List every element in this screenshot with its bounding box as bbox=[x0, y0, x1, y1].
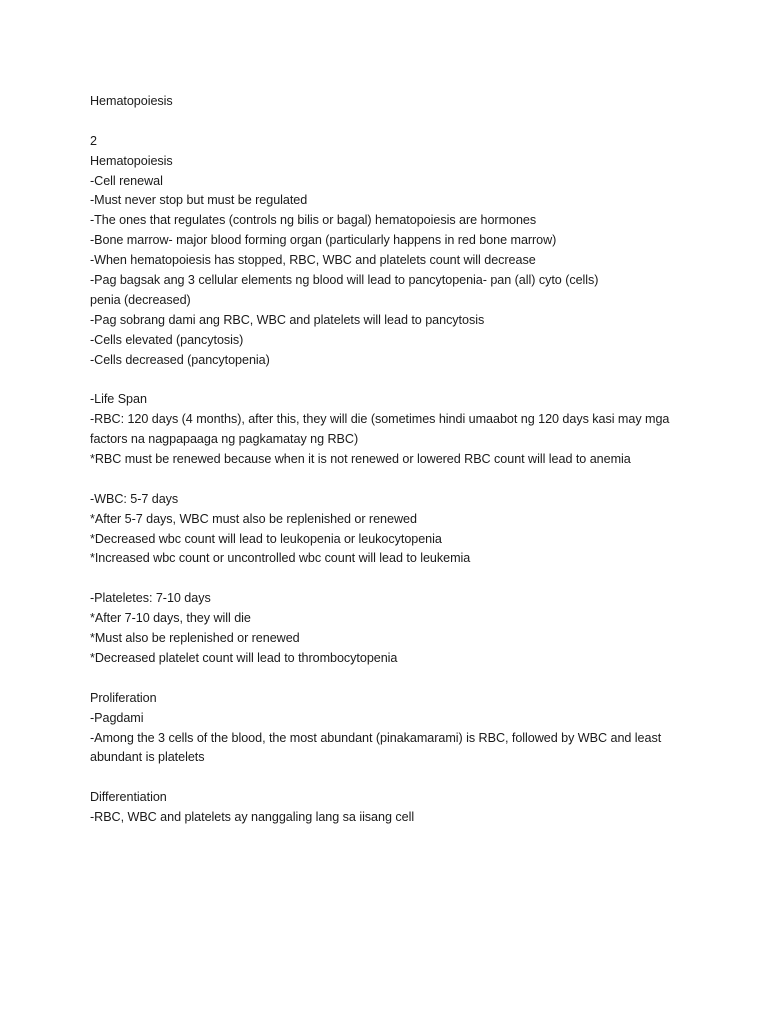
text-line: penia (decreased) bbox=[90, 292, 191, 307]
section-heading: -WBC: 5-7 days bbox=[90, 491, 179, 506]
wbc-section bbox=[90, 490, 710, 570]
proliferation-section bbox=[90, 689, 710, 769]
text-line: -Pagdami bbox=[90, 710, 144, 725]
spacer bbox=[90, 112, 710, 132]
page-number: 2 bbox=[90, 133, 97, 148]
text-line: -Among the 3 cells of the blood, the most abundant (pinakamarami) is RBC, followed by WBC and least bbox=[90, 730, 662, 745]
text-line: -Cells decreased (pancytopenia) bbox=[90, 352, 270, 367]
differentiation-section bbox=[90, 788, 710, 828]
text-line: -The ones that regulates (controls ng bilis or bagal) hematopoiesis are hormones bbox=[90, 213, 537, 228]
spacer bbox=[90, 569, 710, 589]
text-line: -Must never stop but must be regulated bbox=[90, 193, 308, 208]
spacer bbox=[90, 470, 710, 490]
section-heading: Proliferation bbox=[90, 690, 157, 705]
section-heading: Differentiation bbox=[90, 790, 167, 805]
text-line: -RBC: 120 days (4 months), after this, they will die (sometimes hindi umaabot ng 120 days kasi may mga bbox=[90, 412, 670, 427]
text-line: *After 7-10 days, they will die bbox=[90, 611, 251, 626]
text-line: -Bone marrow- major blood forming organ (particularly happens in red bone marrow) bbox=[90, 233, 557, 248]
document-title: Hematopoiesis bbox=[90, 94, 173, 108]
text-line: abundant is platelets bbox=[90, 750, 205, 765]
text-line: *Decreased wbc count will lead to leukopenia or leukocytopenia bbox=[90, 531, 442, 546]
text-line: -RBC, WBC and platelets ay nanggaling lang sa iisang cell bbox=[90, 810, 415, 825]
spacer bbox=[90, 669, 710, 689]
section-heading: Hematopoiesis bbox=[90, 153, 173, 168]
life-span-section bbox=[90, 390, 710, 470]
text-line: factors na nagpapaaga ng pagkamatay ng RBC) bbox=[90, 432, 359, 447]
text-line: -Cells elevated (pancytosis) bbox=[90, 332, 244, 347]
text-line: *After 5-7 days, WBC must also be replenished or renewed bbox=[90, 511, 417, 526]
spacer bbox=[90, 768, 710, 788]
document-body bbox=[90, 92, 710, 828]
text-line: *Must also be replenished or renewed bbox=[90, 631, 300, 646]
section-heading: -Plateletes: 7-10 days bbox=[90, 591, 211, 606]
platelets-section bbox=[90, 589, 710, 669]
intro-list bbox=[90, 172, 710, 371]
text-line: -Pag bagsak ang 3 cellular elements ng blood will lead to pancytopenia- pan (all) cyto (cells) bbox=[90, 273, 599, 288]
text-line: *Decreased platelet count will lead to thrombocytopenia bbox=[90, 650, 398, 665]
text-line: *RBC must be renewed because when it is not renewed or lowered RBC count will lead to anemia bbox=[90, 452, 631, 467]
text-line: *Increased wbc count or uncontrolled wbc count will lead to leukemia bbox=[90, 551, 471, 566]
text-line: -Cell renewal bbox=[90, 173, 163, 188]
spacer bbox=[90, 370, 710, 390]
text-line: -Pag sobrang dami ang RBC, WBC and platelets will lead to pancytosis bbox=[90, 312, 485, 327]
text-line: -When hematopoiesis has stopped, RBC, WBC and platelets count will decrease bbox=[90, 253, 536, 268]
section-heading: -Life Span bbox=[90, 392, 147, 407]
